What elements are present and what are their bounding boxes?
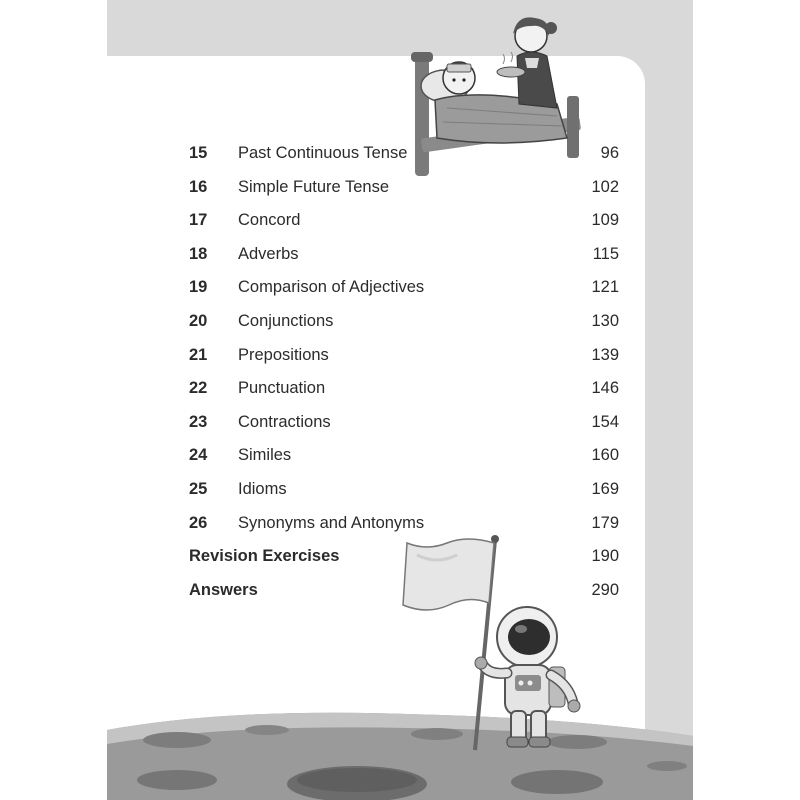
chapter-title: Simple Future Tense xyxy=(238,177,390,196)
chapter-number: 19 xyxy=(189,278,208,297)
chapter-title: Prepositions xyxy=(238,345,329,364)
astronaut-illustration xyxy=(397,525,587,755)
chapter-number: 18 xyxy=(189,244,208,263)
chapter-number: 22 xyxy=(189,379,208,398)
toc-entry[interactable] xyxy=(189,375,619,409)
page-number: 146 xyxy=(591,379,619,398)
chapter-number: 15 xyxy=(189,144,208,162)
page-number: 154 xyxy=(591,412,619,431)
chapter-number: 23 xyxy=(189,412,208,431)
book-page xyxy=(107,0,693,800)
section-title: Revision Exercises xyxy=(189,547,340,566)
chapter-number: 26 xyxy=(189,513,208,532)
page-number: 290 xyxy=(591,580,619,599)
page-number: 130 xyxy=(591,311,619,330)
chapter-title: Punctuation xyxy=(238,379,326,398)
chapter-number: 20 xyxy=(189,311,208,330)
toc-entry[interactable] xyxy=(189,207,619,241)
chapter-number: 21 xyxy=(189,345,208,364)
toc-entry[interactable] xyxy=(189,442,619,476)
chapter-title: Comparison of Adjectives xyxy=(238,278,425,297)
page-number: 179 xyxy=(591,513,619,532)
toc-entry[interactable] xyxy=(189,409,619,443)
page-number: 169 xyxy=(591,479,619,498)
chapter-title: Idioms xyxy=(238,479,287,498)
chapter-number: 24 xyxy=(189,446,208,465)
chapter-number: 17 xyxy=(189,211,208,230)
toc-entry[interactable] xyxy=(189,476,619,510)
toc-entry[interactable] xyxy=(189,174,619,208)
page-number: 102 xyxy=(591,177,619,196)
toc-entry[interactable] xyxy=(189,342,619,376)
page-number: 96 xyxy=(600,144,619,162)
page-number: 121 xyxy=(591,278,619,297)
chapter-number: 25 xyxy=(189,479,208,498)
chapter-title: Adverbs xyxy=(238,244,299,263)
chapter-number: 16 xyxy=(189,177,208,196)
page-number: 139 xyxy=(591,345,619,364)
section-title: Answers xyxy=(189,580,258,599)
toc-entry[interactable] xyxy=(189,308,619,342)
page-number: 115 xyxy=(592,244,619,263)
chapter-title: Conjunctions xyxy=(238,311,334,330)
page-number: 109 xyxy=(591,211,619,230)
chapter-title: Similes xyxy=(238,446,292,465)
chapter-title: Contractions xyxy=(238,412,331,431)
chapter-title: Concord xyxy=(238,211,301,230)
toc-entry[interactable] xyxy=(189,241,619,275)
toc-entry[interactable] xyxy=(189,140,619,174)
toc-entry[interactable] xyxy=(189,274,619,308)
page-number: 190 xyxy=(591,547,619,566)
page-number: 160 xyxy=(591,446,619,465)
chapter-title: Synonyms and Antonyms xyxy=(238,513,425,532)
chapter-title: Past Continuous Tense xyxy=(238,144,408,162)
